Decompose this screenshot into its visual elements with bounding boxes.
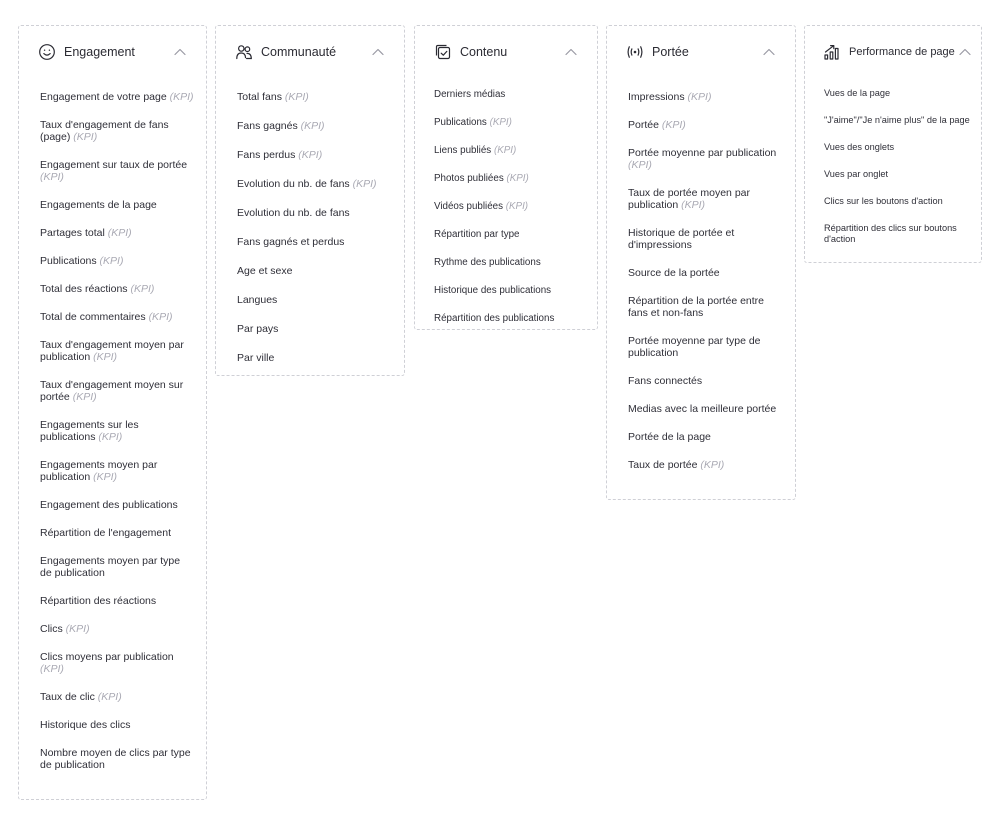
- kpi-tag: (KPI): [300, 120, 325, 132]
- metric-item[interactable]: [824, 169, 971, 180]
- metric-label: Age et sexe: [237, 265, 293, 277]
- chevron-up-icon[interactable]: [957, 44, 973, 60]
- metric-list: [19, 78, 206, 771]
- metric-item[interactable]: [40, 419, 194, 443]
- panel-portee: [606, 25, 796, 500]
- kpi-tag: (KPI): [40, 171, 64, 183]
- metric-label: Taux d'engagement moyen sur portée: [40, 379, 184, 403]
- chevron-up-icon[interactable]: [172, 44, 188, 60]
- panel-header-engagement[interactable]: [19, 26, 206, 78]
- metric-item[interactable]: [40, 651, 194, 675]
- panel-performance: [804, 25, 982, 263]
- kpi-tag: (KPI): [298, 149, 323, 161]
- metric-item[interactable]: [40, 499, 194, 511]
- kpi-tag: (KPI): [93, 471, 118, 483]
- metric-item[interactable]: [40, 747, 194, 771]
- kpi-tag: (KPI): [700, 459, 725, 471]
- metric-label: Engagements moyen par type de publication: [40, 555, 181, 579]
- metric-item[interactable]: [40, 555, 194, 579]
- metric-label: Répartition des publications: [434, 313, 555, 324]
- metric-label: Taux de portée moyen par publication: [628, 187, 750, 211]
- metric-label: Vues des onglets: [824, 142, 895, 152]
- panel-title: Portée: [652, 45, 689, 59]
- metric-item[interactable]: [40, 255, 194, 267]
- metric-item[interactable]: [237, 352, 392, 364]
- metric-list: [415, 78, 597, 325]
- kpi-tag: (KPI): [661, 119, 686, 131]
- kpi-tag: (KPI): [169, 91, 194, 103]
- metric-label: Photos publiées: [434, 173, 504, 184]
- smiley-icon: [38, 43, 56, 61]
- metric-label: Langues: [237, 294, 278, 306]
- metric-item[interactable]: [434, 313, 587, 325]
- kpi-tag: (KPI): [97, 691, 122, 703]
- metric-label: Total de commentaires: [40, 311, 146, 323]
- metric-item[interactable]: [40, 119, 194, 143]
- metric-item[interactable]: [824, 196, 971, 207]
- panel-contenu: [414, 25, 598, 330]
- metric-label: Engagements sur les publications: [40, 419, 139, 443]
- metric-item[interactable]: [628, 403, 783, 415]
- metric-label: Historique des clics: [40, 719, 131, 731]
- metric-label: Portée moyenne par type de publication: [628, 335, 761, 359]
- metric-item[interactable]: [628, 227, 783, 251]
- metric-label: Clics sur les boutons d'action: [824, 196, 943, 206]
- kpi-tag: (KPI): [628, 159, 652, 171]
- metric-item[interactable]: [237, 294, 392, 306]
- metric-label: Total des réactions: [40, 283, 128, 295]
- metric-item[interactable]: [237, 91, 392, 103]
- metric-item[interactable]: [628, 375, 783, 387]
- metric-item[interactable]: [434, 201, 587, 213]
- metric-item[interactable]: [824, 88, 971, 99]
- kpi-tag: (KPI): [72, 391, 97, 403]
- metric-item[interactable]: [40, 283, 194, 295]
- panel-communaute: [215, 25, 405, 376]
- kpi-tag: (KPI): [489, 117, 512, 128]
- metric-item[interactable]: [40, 719, 194, 731]
- metric-label: Engagements moyen par publication: [40, 459, 158, 483]
- kpi-tag: (KPI): [73, 131, 98, 143]
- metric-item[interactable]: [40, 339, 194, 363]
- kpi-tag: (KPI): [130, 283, 155, 295]
- kpi-tag: (KPI): [148, 311, 173, 323]
- panel-header-portee[interactable]: [607, 26, 795, 78]
- panel-title: Performance de page: [849, 46, 955, 58]
- metric-item[interactable]: [434, 145, 587, 157]
- chart-growth-icon: [823, 43, 841, 61]
- metric-label: Impressions: [628, 91, 685, 103]
- metric-item[interactable]: [628, 119, 783, 131]
- kpi-tag: (KPI): [505, 201, 529, 212]
- metric-label: Source de la portée: [628, 267, 720, 279]
- metric-item[interactable]: [40, 379, 194, 403]
- metric-item[interactable]: [628, 91, 783, 103]
- metric-item[interactable]: [40, 623, 194, 635]
- metric-item[interactable]: [237, 149, 392, 161]
- kpi-tag: (KPI): [493, 145, 517, 156]
- kpi-tag: (KPI): [65, 623, 90, 635]
- metric-item[interactable]: [434, 257, 587, 269]
- metric-label: Fans gagnés et perdus: [237, 236, 345, 248]
- metric-item[interactable]: [40, 159, 194, 183]
- metric-item[interactable]: [628, 147, 783, 171]
- metric-label: Clics: [40, 623, 63, 635]
- metric-item[interactable]: [824, 115, 971, 126]
- metric-label: Fans gagnés: [237, 120, 298, 132]
- metric-item[interactable]: [434, 173, 587, 185]
- metric-item[interactable]: [40, 595, 194, 607]
- metric-label: Historique de portée et d'impressions: [628, 227, 735, 251]
- metric-label: "J'aime"/"Je n'aime plus" de la page: [824, 115, 970, 125]
- metric-list: [216, 78, 404, 364]
- metric-item[interactable]: [628, 295, 783, 319]
- kpi-tag: (KPI): [93, 351, 118, 363]
- metric-label: Portée de la page: [628, 431, 711, 443]
- metric-label: Evolution du nb. de fans: [237, 207, 350, 219]
- metric-item[interactable]: [628, 267, 783, 279]
- metric-label: Répartition des réactions: [40, 595, 157, 607]
- metric-label: Portée: [628, 119, 659, 131]
- metric-label: Partages total: [40, 227, 105, 239]
- kpi-tag: (KPI): [352, 178, 377, 190]
- panel-title: Engagement: [64, 45, 135, 59]
- metric-item[interactable]: [434, 229, 587, 241]
- chevron-up-icon[interactable]: [370, 44, 386, 60]
- users-icon: [235, 43, 253, 61]
- metric-label: Liens publiés: [434, 145, 492, 156]
- metric-label: Répartition de la portée entre fans et non-fans: [628, 295, 765, 319]
- kpi-tag: (KPI): [681, 199, 706, 211]
- metric-item[interactable]: [40, 691, 194, 703]
- metric-label: Répartition par type: [434, 229, 520, 240]
- metric-item[interactable]: [628, 335, 783, 359]
- metric-label: Taux de portée: [628, 459, 698, 471]
- metric-item[interactable]: [40, 459, 194, 483]
- metric-label: Derniers médias: [434, 89, 506, 100]
- metric-item[interactable]: [40, 527, 194, 539]
- metric-list: [805, 78, 981, 245]
- kpi-tag: (KPI): [506, 173, 529, 184]
- metric-label: Vues de la page: [824, 88, 891, 98]
- panel-header-performance[interactable]: [805, 26, 981, 78]
- kpi-tag: (KPI): [284, 91, 309, 103]
- panel-title: Contenu: [460, 45, 508, 59]
- metric-item[interactable]: [237, 178, 392, 190]
- metric-label: Clics moyens par publication: [40, 651, 174, 663]
- metric-item[interactable]: [40, 91, 194, 103]
- metric-item[interactable]: [237, 207, 392, 219]
- kpi-tag: (KPI): [40, 663, 64, 675]
- panel-title: Communauté: [261, 45, 337, 59]
- metric-list: [607, 78, 795, 471]
- metric-label: Taux de clic: [40, 691, 95, 703]
- metric-label: Répartition des clics sur boutons d'action: [824, 223, 957, 244]
- broadcast-icon: [626, 43, 644, 61]
- metric-label: Répartition de l'engagement: [40, 527, 172, 539]
- metric-label: Engagement de votre page: [40, 91, 167, 103]
- metric-item[interactable]: [824, 142, 971, 153]
- metric-label: Par ville: [237, 352, 275, 364]
- metric-item[interactable]: [40, 311, 194, 323]
- kpi-tag: (KPI): [98, 431, 123, 443]
- metric-label: Rythme des publications: [434, 257, 541, 268]
- metric-item[interactable]: [824, 223, 971, 245]
- metric-label: Evolution du nb. de fans: [237, 178, 350, 190]
- metric-label: Vues par onglet: [824, 169, 889, 179]
- metric-item[interactable]: [237, 120, 392, 132]
- metric-item[interactable]: [434, 89, 587, 101]
- metric-label: Taux d'engagement de fans (page): [40, 119, 169, 143]
- metric-label: Publications: [40, 255, 97, 267]
- metric-item[interactable]: [40, 199, 194, 211]
- kpi-tag: (KPI): [687, 91, 712, 103]
- metric-label: Taux d'engagement moyen par publication: [40, 339, 184, 363]
- metric-label: Total fans: [237, 91, 282, 103]
- metric-item[interactable]: [237, 323, 392, 335]
- metric-item[interactable]: [434, 117, 587, 129]
- metric-label: Engagement des publications: [40, 499, 178, 511]
- metric-label: Fans perdus: [237, 149, 296, 161]
- metric-label: Vidéos publiées: [434, 201, 503, 212]
- metric-label: Par pays: [237, 323, 279, 335]
- panel-header-contenu[interactable]: [415, 26, 597, 78]
- chevron-up-icon[interactable]: [563, 44, 579, 60]
- metric-item[interactable]: [628, 431, 783, 443]
- metric-label: Publications: [434, 117, 487, 128]
- kpi-tag: (KPI): [99, 255, 124, 267]
- metric-label: Nombre moyen de clics par type de publication: [40, 747, 191, 771]
- panel-engagement: [18, 25, 207, 800]
- metric-label: Engagement sur taux de portée: [40, 159, 188, 171]
- metric-label: Fans connectés: [628, 375, 703, 387]
- metric-label: Engagements de la page: [40, 199, 157, 211]
- metric-item[interactable]: [237, 236, 392, 248]
- panel-header-communaute[interactable]: [216, 26, 404, 78]
- metric-item[interactable]: [628, 459, 783, 471]
- metric-item[interactable]: [628, 187, 783, 211]
- kpi-tag: (KPI): [107, 227, 132, 239]
- metric-item[interactable]: [40, 227, 194, 239]
- metric-label: Portée moyenne par publication: [628, 147, 777, 159]
- content-icon: [434, 43, 452, 61]
- metric-label: Historique des publications: [434, 285, 552, 296]
- metric-item[interactable]: [237, 265, 392, 277]
- metric-item[interactable]: [434, 285, 587, 297]
- chevron-up-icon[interactable]: [761, 44, 777, 60]
- metric-label: Medias avec la meilleure portée: [628, 403, 777, 415]
